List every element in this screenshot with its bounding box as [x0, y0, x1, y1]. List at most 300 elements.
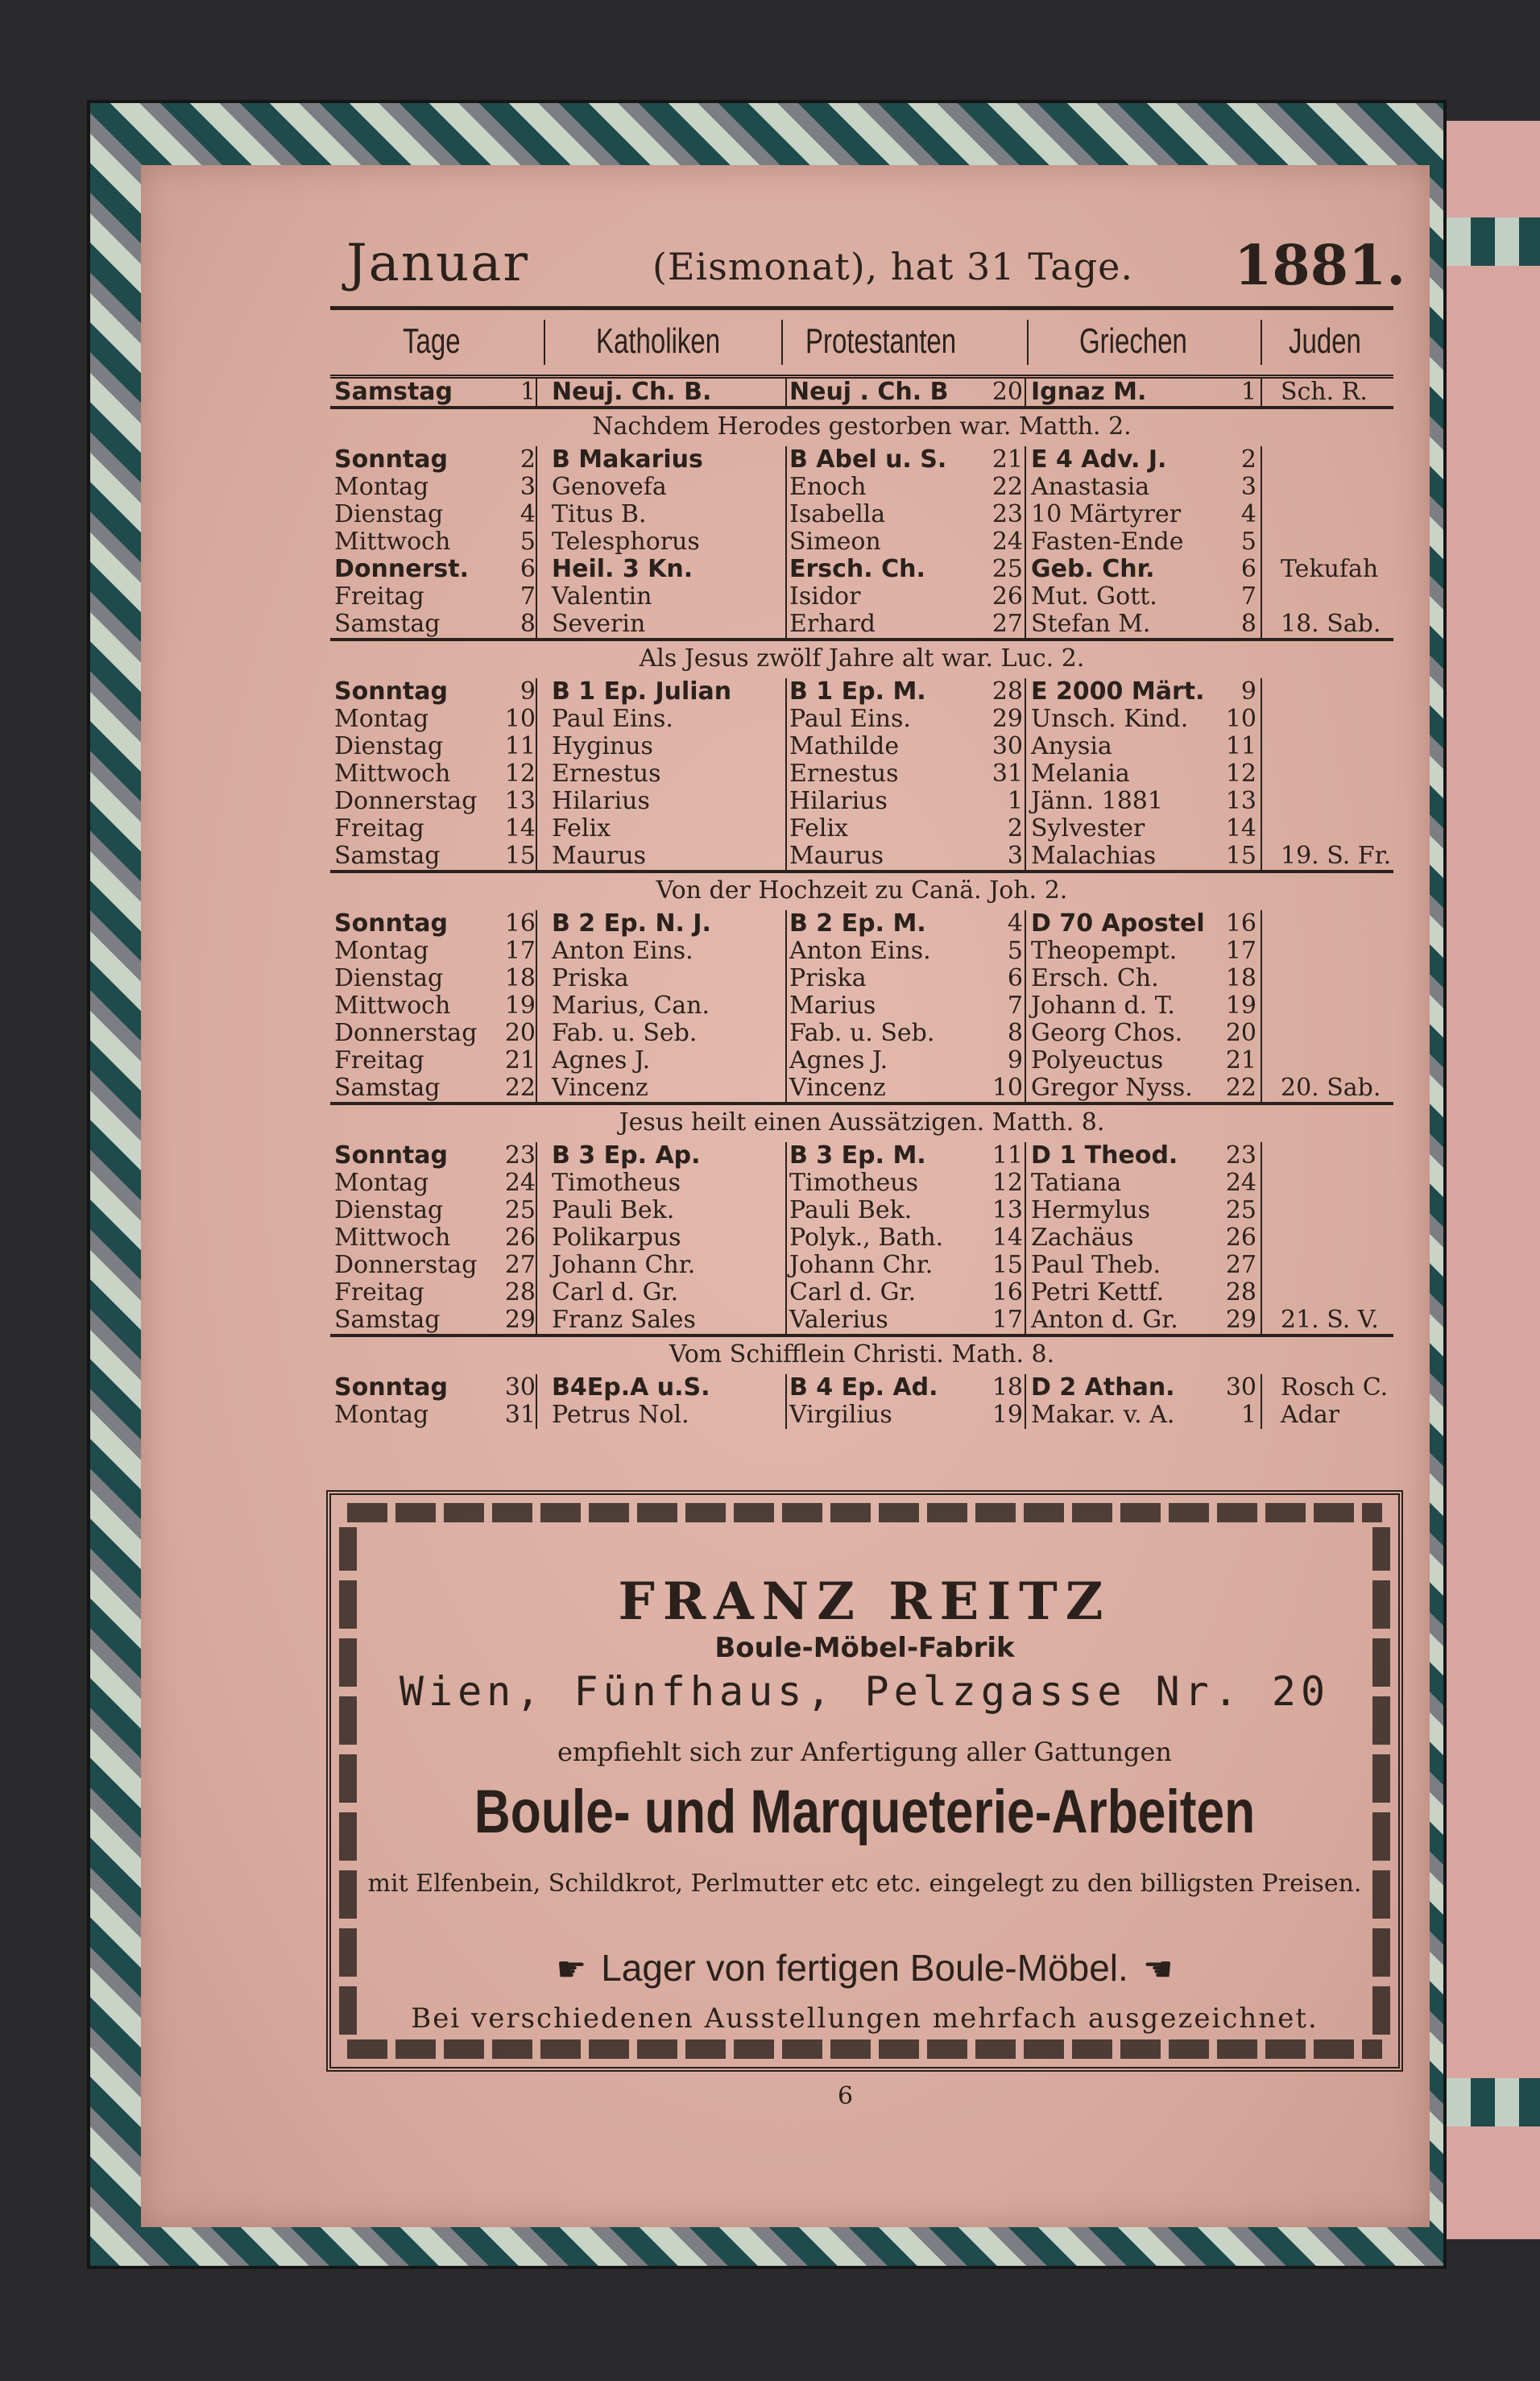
column-divider	[536, 446, 537, 474]
cell-pro: Enoch	[789, 473, 867, 501]
cell-gri: Gregor Nyss.	[1031, 1074, 1193, 1102]
cell-jud: Sch. R.	[1281, 378, 1368, 406]
column-divider	[1261, 611, 1262, 638]
table-row	[330, 788, 1393, 815]
gospel-verse: Von der Hochzeit zu Canä. Joh. 2.	[330, 870, 1393, 910]
column-divider	[1261, 501, 1262, 528]
cell-day: Samstag	[334, 842, 441, 870]
column-divider	[536, 1075, 537, 1102]
column-divider	[1025, 474, 1026, 501]
column-divider	[1261, 1047, 1262, 1075]
table-row	[330, 1197, 1393, 1224]
table-row	[330, 815, 1393, 843]
cell-day: Freitag	[334, 582, 424, 611]
table-row	[330, 733, 1393, 760]
cell-n3: 25	[1225, 1196, 1256, 1224]
cell-gri: Theopempt.	[1031, 937, 1178, 965]
column-divider	[536, 965, 537, 992]
column-divider	[536, 938, 537, 965]
column-divider	[1261, 583, 1262, 611]
cell-gri: Unsch. Kind.	[1031, 705, 1189, 733]
column-divider	[1025, 733, 1026, 760]
column-divider	[1261, 528, 1262, 556]
cell-n1: 23	[504, 1141, 536, 1170]
cell-n1: 21	[504, 1046, 536, 1075]
ad-award-line: Bei verschiedenen Ausstellungen mehrfach ausgezeichnet.	[411, 2002, 1319, 2035]
cell-gri: Polyeuctus	[1031, 1046, 1164, 1075]
cell-kat: Hilarius	[552, 787, 650, 815]
cell-n2: 18	[991, 1373, 1023, 1402]
cell-kat: Heil. 3 Kn.	[552, 555, 693, 583]
cell-day: Montag	[334, 1169, 429, 1197]
cell-kat: Polikarpus	[552, 1224, 681, 1252]
column-divider	[1025, 446, 1026, 474]
cell-jud: 19. S. Fr.	[1281, 842, 1392, 870]
cell-day: Dienstag	[334, 500, 444, 528]
table-row	[330, 1142, 1393, 1170]
cell-pro: Pauli Bek.	[789, 1196, 913, 1224]
cell-day: Mittwoch	[334, 528, 451, 556]
header-griechen: Griechen	[1079, 321, 1187, 361]
cell-kat: B 3 Ep. Ap.	[552, 1141, 701, 1170]
calendar-week	[330, 1142, 1393, 1374]
column-divider	[1025, 1197, 1026, 1224]
calendar-week	[330, 910, 1393, 1142]
ad-stock-text: Lager von fertigen Boule-Möbel.	[601, 1947, 1128, 1989]
column-divider	[536, 910, 537, 938]
cell-kat: B Makarius	[552, 445, 703, 474]
cell-pro: Anton Eins.	[789, 937, 931, 965]
header-katholiken: Katholiken	[596, 321, 721, 361]
column-divider	[1025, 501, 1026, 528]
column-divider	[785, 733, 787, 760]
column-divider	[1261, 1224, 1262, 1252]
ornament-border	[347, 2039, 1382, 2059]
cell-gri: Anastasia	[1031, 473, 1150, 501]
column-divider	[1025, 965, 1026, 992]
cell-pro: Ernestus	[789, 760, 899, 788]
table-row	[330, 1306, 1393, 1334]
column-divider	[785, 815, 787, 843]
cell-kat: Neuj. Ch. B.	[552, 378, 712, 406]
column-divider	[1261, 843, 1262, 870]
cell-pro: Ersch. Ch.	[789, 555, 925, 583]
column-divider	[1025, 1279, 1026, 1306]
table-row	[330, 965, 1393, 992]
cell-kat: Johann Chr.	[552, 1251, 696, 1279]
cell-n1: 30	[504, 1373, 536, 1402]
cell-n2: 29	[991, 705, 1023, 733]
column-divider	[1261, 1142, 1262, 1170]
column-divider	[1025, 1402, 1026, 1429]
table-row	[330, 556, 1393, 583]
column-divider	[536, 1197, 537, 1224]
cell-pro: Virgilius	[789, 1401, 892, 1429]
column-divider	[1025, 583, 1026, 611]
cell-n3: 2	[1240, 445, 1256, 474]
table-row	[330, 1374, 1393, 1402]
table-row	[330, 501, 1393, 528]
cell-jud: 21. S. V.	[1281, 1306, 1379, 1334]
column-divider	[536, 1279, 537, 1306]
cell-pro: Mathilde	[789, 732, 900, 760]
cell-n1: 9	[520, 677, 536, 706]
header-juden: Juden	[1289, 321, 1361, 361]
cell-day: Sonntag	[334, 1373, 448, 1402]
cell-n3: 26	[1225, 1224, 1256, 1252]
cell-kat: Hyginus	[552, 732, 653, 760]
cell-n2: 15	[991, 1251, 1023, 1279]
column-divider	[536, 815, 537, 843]
table-row	[330, 706, 1393, 733]
cell-n2: 4	[1007, 909, 1023, 938]
cell-day: Montag	[334, 1401, 429, 1429]
calendar-week	[330, 379, 1393, 446]
cell-day: Montag	[334, 937, 429, 965]
column-divider	[785, 706, 787, 733]
cell-gri: D 1 Theod.	[1031, 1141, 1178, 1170]
table-row	[330, 611, 1393, 638]
cell-pro: Hilarius	[789, 787, 888, 815]
column-divider	[785, 678, 787, 706]
cell-n3: 27	[1225, 1251, 1256, 1279]
cell-gri: D 2 Athan.	[1031, 1373, 1175, 1402]
cell-kat: Vincenz	[552, 1074, 648, 1102]
cell-kat: Timotheus	[552, 1169, 681, 1197]
column-divider	[1261, 788, 1262, 815]
cell-gri: Hermylus	[1031, 1196, 1150, 1224]
cell-n1: 8	[520, 610, 536, 638]
table-row	[330, 1224, 1393, 1252]
cell-n2: 1	[1007, 787, 1023, 815]
table-row	[330, 1279, 1393, 1306]
cell-gri: Malachias	[1031, 842, 1157, 870]
cell-gri: Melania	[1031, 760, 1130, 788]
column-divider	[1261, 1075, 1262, 1102]
pointing-hand-icon: ☚	[1142, 1950, 1174, 1988]
table-row	[330, 1020, 1393, 1047]
cell-kat: Severin	[552, 610, 646, 638]
column-divider	[1261, 1374, 1262, 1402]
cell-pro: Vincenz	[789, 1074, 886, 1102]
cell-n2: 25	[991, 555, 1023, 583]
calendar-week	[330, 446, 1393, 678]
weeks-container	[330, 379, 1393, 1429]
table-row	[330, 678, 1393, 706]
cell-kat: Petrus Nol.	[552, 1401, 689, 1429]
cell-n1: 14	[504, 814, 536, 843]
column-divider	[536, 706, 537, 733]
gospel-verse: Als Jesus zwölf Jahre alt war. Luc. 2.	[330, 638, 1393, 678]
cell-pro: Priska	[789, 964, 867, 992]
table-header	[330, 306, 1393, 379]
ad-company-name: FRANZ REITZ	[618, 1571, 1112, 1632]
cell-pro: Polyk., Bath.	[789, 1224, 944, 1252]
column-divider	[1025, 760, 1026, 788]
cell-n1: 22	[504, 1074, 536, 1102]
table-row	[330, 583, 1393, 611]
column-divider	[785, 1224, 787, 1252]
column-divider	[1025, 611, 1026, 638]
column-divider	[785, 1374, 787, 1402]
cell-day: Dienstag	[334, 964, 444, 992]
column-divider	[1025, 910, 1026, 938]
cell-pro: B 3 Ep. M.	[789, 1141, 926, 1170]
column-divider	[785, 1170, 787, 1197]
cell-pro: Carl d. Gr.	[789, 1278, 917, 1306]
table-row	[330, 528, 1393, 556]
column-divider	[785, 379, 787, 406]
cell-n2: 26	[991, 582, 1023, 611]
cell-n2: 19	[991, 1401, 1023, 1429]
page-number: 6	[838, 2082, 854, 2110]
column-divider	[785, 938, 787, 965]
cell-kat: Titus B.	[552, 500, 647, 528]
column-divider	[785, 474, 787, 501]
cell-jud: 18. Sab.	[1281, 610, 1381, 638]
column-divider	[785, 1402, 787, 1429]
cell-gri: E 2000 Märt.	[1031, 677, 1205, 706]
table-row	[330, 910, 1393, 938]
column-divider	[536, 1020, 537, 1047]
column-divider	[1025, 1075, 1026, 1102]
cell-n1: 7	[520, 582, 536, 611]
column-divider	[785, 1075, 787, 1102]
column-divider	[1261, 474, 1262, 501]
ad-small-print: mit Elfenbein, Schildkrot, Perlmutter etc etc. eingelegt zu den billigsten Preisen.	[367, 1870, 1362, 1898]
cell-n3: 16	[1225, 909, 1256, 938]
cell-day: Mittwoch	[334, 760, 451, 788]
year-title: 1881.	[1234, 234, 1405, 298]
column-divider	[1261, 556, 1262, 583]
cell-gri: Anton d. Gr.	[1031, 1306, 1178, 1334]
column-divider	[1025, 1252, 1026, 1279]
cell-n3: 1	[1240, 378, 1256, 406]
cell-n3: 1	[1240, 1401, 1256, 1429]
month-subtitle: (Eismonat), hat 31 Tage.	[652, 245, 1134, 288]
column-divider	[536, 611, 537, 638]
cell-kat: Felix	[552, 814, 611, 843]
cell-n2: 9	[1007, 1046, 1023, 1075]
cell-day: Sonntag	[334, 1141, 448, 1170]
column-divider	[785, 1252, 787, 1279]
cell-kat: Agnes J.	[552, 1046, 651, 1075]
cell-day: Samstag	[334, 610, 441, 638]
cell-kat: Genovefa	[552, 473, 667, 501]
column-divider	[1025, 1374, 1026, 1402]
cell-pro: Maurus	[789, 842, 884, 870]
cell-n2: 3	[1007, 842, 1023, 870]
column-divider	[536, 1306, 537, 1334]
calendar-table	[330, 306, 1393, 1429]
cell-kat: B 1 Ep. Julian	[552, 677, 732, 706]
cell-kat: Valentin	[552, 582, 652, 611]
cell-kat: B4Ep.A u.S.	[552, 1373, 710, 1402]
table-row	[330, 1170, 1393, 1197]
cell-n1: 19	[504, 992, 536, 1020]
cell-n1: 6	[520, 555, 536, 583]
ad-subtitle: Boule-Möbel-Fabrik	[714, 1632, 1015, 1664]
ad-address: Wien, Fünfhaus, Pelzgasse Nr. 20	[399, 1668, 1331, 1715]
column-divider	[1025, 1047, 1026, 1075]
column-divider	[785, 1020, 787, 1047]
cell-n2: 20	[991, 378, 1023, 406]
column-divider	[536, 1224, 537, 1252]
cell-gri: 10 Märtyrer	[1031, 500, 1182, 528]
column-divider	[1261, 706, 1262, 733]
cell-kat: Marius, Can.	[552, 992, 710, 1020]
cell-pro: Johann Chr.	[789, 1251, 934, 1279]
column-divider	[1261, 1279, 1262, 1306]
column-divider	[536, 1374, 537, 1402]
cell-n2: 16	[991, 1278, 1023, 1306]
ornament-border	[347, 1503, 1382, 1522]
cell-pro: Isidor	[789, 582, 861, 611]
header-tage: Tage	[403, 321, 461, 361]
cell-gri: Makar. v. A.	[1031, 1401, 1175, 1429]
column-divider	[536, 1142, 537, 1170]
cell-day: Donnerstag	[334, 787, 478, 815]
cell-pro: Isabella	[789, 500, 886, 528]
table-row	[330, 1402, 1393, 1429]
cell-n3: 11	[1225, 732, 1256, 760]
column-divider	[1261, 1402, 1262, 1429]
column-divider	[1025, 678, 1026, 706]
cell-n2: 28	[991, 677, 1023, 706]
page-title	[346, 234, 1405, 306]
cell-n3: 5	[1240, 528, 1256, 556]
column-divider	[1261, 678, 1262, 706]
cell-kat: Paul Eins.	[552, 705, 673, 733]
column-divider	[536, 1170, 537, 1197]
cell-pro: Paul Eins.	[789, 705, 911, 733]
cell-pro: Erhard	[789, 610, 876, 638]
cell-n3: 18	[1225, 964, 1256, 992]
header-divider	[781, 320, 783, 365]
cell-day: Samstag	[334, 1306, 441, 1334]
cell-n1: 29	[504, 1306, 536, 1334]
calendar-week	[330, 1374, 1393, 1429]
cell-n3: 12	[1225, 760, 1256, 788]
column-divider	[536, 788, 537, 815]
cell-gri: Stefan M.	[1031, 610, 1151, 638]
cell-pro: B 2 Ep. M.	[789, 909, 926, 938]
cell-n1: 26	[504, 1224, 536, 1252]
cell-n3: 29	[1225, 1306, 1256, 1334]
cell-n2: 30	[991, 732, 1023, 760]
cell-n1: 12	[504, 760, 536, 788]
cell-jud: Adar	[1281, 1401, 1340, 1429]
cell-n1: 17	[504, 937, 536, 965]
column-divider	[1261, 733, 1262, 760]
column-divider	[785, 992, 787, 1020]
column-divider	[1261, 992, 1262, 1020]
cell-kat: Anton Eins.	[552, 937, 693, 965]
cell-jud: Tekufah	[1281, 555, 1379, 583]
table-row	[330, 1252, 1393, 1279]
column-divider	[785, 1306, 787, 1334]
cell-n2: 11	[991, 1141, 1023, 1170]
ad-headline: Boule- und Marqueterie-Arbeiten	[474, 1778, 1256, 1846]
cell-jud: 20. Sab.	[1281, 1074, 1381, 1102]
cell-pro: B Abel u. S.	[789, 445, 947, 474]
cell-n3: 4	[1240, 500, 1256, 528]
cell-day: Dienstag	[334, 1196, 444, 1224]
table-row	[330, 446, 1393, 474]
header-protestanten: Protestanten	[805, 321, 957, 361]
cell-n1: 4	[520, 500, 536, 528]
cell-gri: Petri Kettf.	[1031, 1278, 1165, 1306]
cell-gri: Tatiana	[1031, 1169, 1122, 1197]
cell-jud: Rosch C.	[1281, 1373, 1389, 1402]
cell-n2: 23	[991, 500, 1023, 528]
column-divider	[536, 1252, 537, 1279]
cell-kat: Franz Sales	[552, 1306, 696, 1334]
cell-pro: Marius	[789, 992, 876, 1020]
column-divider	[1025, 788, 1026, 815]
cell-day: Samstag	[334, 378, 453, 406]
cell-kat: Fab. u. Seb.	[552, 1019, 698, 1047]
cell-day: Montag	[334, 705, 429, 733]
table-row	[330, 760, 1393, 788]
cell-pro: Agnes J.	[789, 1046, 888, 1075]
cell-pro: Simeon	[789, 528, 881, 556]
table-row	[330, 474, 1393, 501]
cell-n2: 7	[1007, 992, 1023, 1020]
cell-gri: Zachäus	[1031, 1224, 1134, 1252]
column-divider	[785, 910, 787, 938]
cell-n3: 20	[1225, 1019, 1256, 1047]
pointing-hand-icon: ☛	[556, 1950, 587, 1988]
cell-n2: 5	[1007, 937, 1023, 965]
column-divider	[1261, 815, 1262, 843]
column-divider	[1261, 446, 1262, 474]
cell-n3: 6	[1240, 555, 1256, 583]
column-divider	[1261, 760, 1262, 788]
cell-day: Mittwoch	[334, 992, 451, 1020]
cell-kat: Pauli Bek.	[552, 1196, 675, 1224]
cell-n2: 8	[1007, 1019, 1023, 1047]
column-divider	[785, 583, 787, 611]
column-divider	[536, 992, 537, 1020]
column-divider	[785, 1197, 787, 1224]
column-divider	[785, 446, 787, 474]
cell-kat: B 2 Ep. N. J.	[552, 909, 711, 938]
cell-n1: 3	[520, 473, 536, 501]
cell-n1: 25	[504, 1196, 536, 1224]
column-divider	[785, 1279, 787, 1306]
cell-gri: Paul Theb.	[1031, 1251, 1161, 1279]
cell-kat: Ernestus	[552, 760, 661, 788]
cell-day: Sonntag	[334, 445, 448, 474]
cell-day: Freitag	[334, 814, 424, 843]
column-divider	[1261, 1306, 1262, 1334]
table-row	[330, 992, 1393, 1020]
cell-gri: Anysia	[1031, 732, 1112, 760]
column-divider	[1261, 965, 1262, 992]
cell-pro: Timotheus	[789, 1169, 918, 1197]
column-divider	[1261, 379, 1262, 406]
table-row	[330, 1075, 1393, 1102]
cell-n1: 16	[504, 909, 536, 938]
column-divider	[785, 1142, 787, 1170]
cell-n1: 15	[504, 842, 536, 870]
cell-gri: Fasten-Ende	[1031, 528, 1184, 556]
column-divider	[536, 556, 537, 583]
column-divider	[1025, 992, 1026, 1020]
cell-n3: 10	[1225, 705, 1256, 733]
column-divider	[1261, 910, 1262, 938]
